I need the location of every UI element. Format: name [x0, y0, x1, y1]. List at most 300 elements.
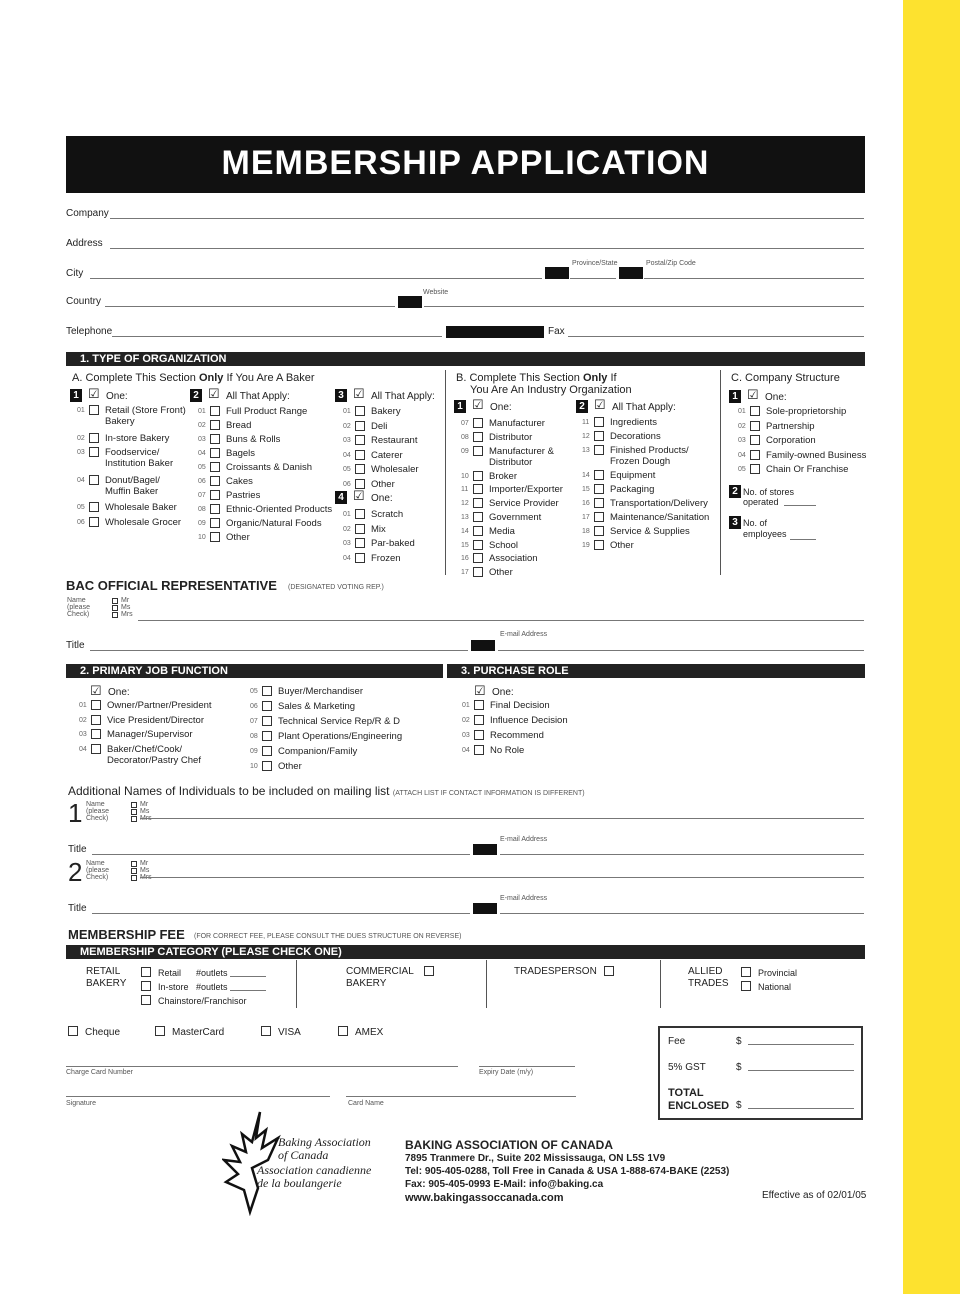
section-a-title-pre: A. Complete This Section — [72, 372, 199, 384]
sec2-item-checkbox[interactable] — [91, 700, 101, 710]
q-b2-item-number: 15 — [582, 486, 590, 493]
sec2-item-checkbox[interactable] — [262, 761, 272, 771]
country-label: Country — [66, 296, 102, 307]
q-a2-item-checkbox[interactable] — [210, 518, 220, 528]
q-c1-item-checkbox[interactable] — [750, 450, 760, 460]
bac-email-label: E-mail Address — [500, 631, 548, 638]
province-field[interactable] — [570, 269, 616, 279]
additional-1-email-label: E-mail Address — [500, 836, 548, 843]
telephone-label: Telephone — [66, 326, 113, 337]
q-a2-item-number: 10 — [198, 534, 206, 541]
q-b2-item-checkbox[interactable] — [594, 512, 604, 522]
additional-2-email-label: E-mail Address — [500, 895, 548, 902]
q-a3-marker: 3 — [335, 389, 347, 402]
q-a3-item-checkbox[interactable] — [355, 479, 365, 489]
membership-category-bar: MEMBERSHIP CATEGORY (PLEASE CHECK ONE) — [66, 945, 865, 959]
q-a3-item-checkbox[interactable] — [355, 464, 365, 474]
q-a2-item-checkbox[interactable] — [210, 448, 220, 458]
q-b2-item-number: 19 — [582, 542, 590, 549]
stores-field[interactable] — [784, 496, 816, 506]
additional-2-name-label: Name — [86, 860, 105, 867]
q-a2-item-checkbox[interactable] — [210, 476, 220, 486]
cheque-checkbox[interactable] — [68, 1026, 78, 1036]
q-a3-item-number: 01 — [343, 408, 351, 415]
q-a4-item-checkbox[interactable] — [355, 524, 365, 534]
q-b1-item-checkbox[interactable] — [473, 418, 483, 428]
additional-1-name-label: Name — [86, 801, 105, 808]
q-b1-item-checkbox[interactable] — [473, 446, 483, 456]
q-b1-item-label: Media — [489, 525, 515, 537]
fee-dollar-sign: $ — [736, 1036, 742, 1047]
visa-checkbox[interactable] — [261, 1026, 271, 1036]
q-b1-item-checkbox[interactable] — [473, 567, 483, 577]
q-a1-item-number: 05 — [77, 504, 85, 511]
q-a2-item-checkbox[interactable] — [210, 462, 220, 472]
q-c1-item-checkbox[interactable] — [750, 406, 760, 416]
retail-outlets-field[interactable] — [230, 967, 266, 977]
q-a4-item-label: Par-baked — [371, 538, 415, 549]
additional-1-mr-label: Mr — [140, 801, 149, 808]
q-a3-item-checkbox[interactable] — [355, 435, 365, 445]
q-a2-item-number: 08 — [198, 506, 206, 513]
sec3-item-number: 02 — [462, 717, 470, 724]
sec3-item-checkbox[interactable] — [474, 715, 484, 725]
city-separator — [545, 267, 569, 279]
logo-name-line3: Association canadienne — [257, 1163, 372, 1177]
q-b1-item-checkbox[interactable] — [473, 498, 483, 508]
q-b1-item-number: 12 — [461, 500, 469, 508]
bac-ms-checkbox[interactable] — [112, 605, 118, 611]
q-a2-item-label: Buns & Rolls — [226, 434, 281, 445]
q-b1-item-label-line2: Distributor — [489, 456, 533, 468]
sec3-check-icon: ☑ — [474, 683, 486, 698]
sec3-item-number: 04 — [462, 747, 470, 754]
q-a4-item-number: 01 — [343, 511, 351, 518]
q-a2-item-checkbox[interactable] — [210, 490, 220, 500]
q-a1-marker: 1 — [70, 389, 82, 402]
card-number-label: Charge Card Number — [66, 1069, 133, 1076]
q-a4-check-icon: ☑ — [353, 488, 365, 503]
chainstore-checkbox[interactable] — [141, 995, 151, 1005]
q-c1-item-number: 04 — [738, 451, 746, 459]
q-b2-item-label: Service & Supplies — [610, 526, 690, 537]
q-a4-item-checkbox[interactable] — [355, 538, 365, 548]
bac-email-field[interactable] — [498, 641, 864, 651]
section-b-title-pre: B. Complete This Section — [456, 372, 583, 384]
commercial-checkbox[interactable] — [424, 966, 434, 976]
total-label: TOTAL — [668, 1087, 704, 1099]
q-b2-item-number: 14 — [582, 472, 590, 479]
cheque-label: Cheque — [85, 1027, 121, 1038]
city-label: City — [66, 268, 84, 279]
sec2-item-label-line2: Decorator/Pastry Chef — [107, 754, 201, 766]
q-b1-item-number: 10 — [461, 472, 469, 480]
q-a1-item-label: Retail (Store Front) — [105, 405, 186, 416]
bac-title-field[interactable] — [90, 641, 468, 651]
q-b2-item-checkbox[interactable] — [594, 498, 604, 508]
retail-checkbox[interactable] — [141, 967, 151, 977]
tradesperson-category-label: TRADESPERSON — [514, 966, 597, 977]
footer-address: 7895 Tranmere Dr., Suite 202 Mississauga, ON L5S 1V9 — [405, 1153, 666, 1164]
q-a2-item-number: 01 — [198, 408, 206, 415]
q-b2-item-label: Maintenance/Sanitation — [610, 512, 710, 523]
q-a4-item-label: Mix — [371, 523, 386, 535]
sec3-item-label: Influence Decision — [490, 715, 568, 726]
additional-2-name-field[interactable] — [140, 868, 864, 878]
sec2-item-label: Vice President/Director — [107, 714, 204, 726]
card-name-line[interactable] — [346, 1096, 576, 1097]
company-label: Company — [66, 208, 109, 219]
address-label: Address — [66, 238, 103, 249]
additional-2-title-field[interactable] — [92, 904, 470, 914]
retail-category-label-line2: BAKERY — [86, 978, 127, 989]
additional-1-ms-checkbox[interactable] — [131, 809, 137, 815]
provincial-label: Provincial — [758, 968, 798, 978]
footer-website: www.bakingassoccanada.com — [405, 1192, 564, 1204]
q-b2-item-checkbox[interactable] — [594, 417, 604, 427]
q-a4-item-checkbox[interactable] — [355, 509, 365, 519]
amex-label: AMEX — [355, 1027, 384, 1038]
sec3-label: One: — [492, 687, 514, 698]
q-a1-label: One: — [106, 391, 128, 402]
expiry-label: Expiry Date (m/y) — [479, 1069, 534, 1076]
card-name-label: Card Name — [348, 1100, 384, 1107]
additional-1-title-separator — [473, 844, 497, 855]
sec2-item-checkbox[interactable] — [262, 716, 272, 726]
retail-category-label: RETAIL — [86, 966, 121, 977]
sec2-label: One: — [108, 687, 130, 698]
sec2-item-number: 01 — [79, 702, 87, 709]
sec3-item-label: Recommend — [490, 730, 544, 741]
q-a4-item-label: Scratch — [371, 509, 404, 520]
q-b2-item-checkbox[interactable] — [594, 540, 604, 550]
footer-tel: Tel: 905-405-0288, Toll Free in Canada & USA 1-888-674-BAKE (2253) — [405, 1166, 730, 1177]
logo-name-line1: Baking Association — [278, 1135, 371, 1149]
q-a1-item-number: 06 — [77, 518, 85, 526]
q-a2-item-label: Organic/Natural Foods — [226, 518, 322, 529]
q-b2-item-label: Finished Products/ — [610, 445, 689, 456]
q-b1-item-number: 07 — [461, 420, 469, 427]
sec2-item-label: Owner/Partner/President — [107, 700, 212, 711]
q-b1-item-number: 09 — [461, 447, 469, 455]
employees-field[interactable] — [790, 530, 816, 540]
telephone-field[interactable] — [112, 327, 442, 337]
q-a3-item-label: Wholesaler — [371, 464, 419, 475]
additional-1-mrs-checkbox[interactable] — [131, 816, 137, 822]
section-a-title — [72, 372, 315, 384]
q-a1-item-label-line2: Muffin Baker — [105, 485, 159, 497]
q-a2-item-checkbox[interactable] — [210, 532, 220, 542]
q-c1-item-label: Partnership — [766, 420, 815, 432]
q-a1-item-number: 02 — [77, 434, 85, 442]
q-b1-item-number: 11 — [461, 486, 469, 494]
q-a3-item-label: Bakery — [371, 406, 401, 417]
logo-name-line4: de la boulangerie — [257, 1176, 342, 1190]
total-label-line2: ENCLOSED — [668, 1100, 730, 1112]
section-b-title-only: Only — [582, 372, 608, 384]
q-a3-item-checkbox[interactable] — [355, 406, 365, 416]
sec2-item-number: 05 — [250, 688, 258, 695]
q-a1-item-checkbox[interactable] — [89, 502, 99, 512]
additional-1-please-label: (please — [86, 808, 109, 815]
bac-check-label: Check) — [67, 611, 90, 618]
q-b1-item-number: 16 — [461, 555, 469, 563]
q-b1-item-label: Manufacturer & — [489, 445, 554, 457]
sec3-item-checkbox[interactable] — [474, 745, 484, 755]
q-b2-marker: 2 — [576, 400, 588, 413]
section-c-title: C. Company Structure — [731, 372, 840, 384]
card-number-field[interactable] — [66, 1057, 458, 1067]
q-b1-marker: 1 — [454, 400, 466, 413]
q-b1-item-label: Association — [489, 553, 538, 565]
fax-field[interactable] — [568, 327, 864, 337]
sec3-item-number: 03 — [462, 732, 470, 739]
q-c3-marker: 3 — [729, 516, 741, 529]
q-a3-item-number: 02 — [343, 422, 351, 430]
q-a1-item-number: 04 — [77, 476, 85, 484]
sec2-item-checkbox[interactable] — [262, 701, 272, 711]
q-b1-item-checkbox[interactable] — [473, 512, 483, 522]
sec2-item-label: Manager/Supervisor — [107, 729, 193, 740]
q-a2-check-icon: ☑ — [208, 386, 220, 401]
address-field[interactable] — [110, 239, 864, 249]
expiry-field[interactable] — [479, 1057, 575, 1067]
sec2-item-checkbox[interactable] — [91, 729, 101, 739]
q-a2-item-checkbox[interactable] — [210, 420, 220, 430]
q-b1-item-label: Other — [489, 567, 513, 579]
sec2-item-checkbox[interactable] — [91, 715, 101, 725]
q-a2-item-number: 02 — [198, 422, 206, 429]
additional-1-title-field[interactable] — [92, 845, 470, 855]
sec2-item-number: 10 — [250, 763, 258, 770]
q-c1-item-checkbox[interactable] — [750, 421, 760, 431]
q-b2-item-label: Decorations — [610, 431, 661, 442]
q-c1-item-number: 05 — [738, 466, 746, 473]
q-a1-item-label: In-store Bakery — [105, 432, 170, 444]
q-b1-item-label: Broker — [489, 470, 517, 482]
section-a-title-post: If You Are A Baker — [223, 372, 315, 384]
sec2-item-checkbox[interactable] — [262, 731, 272, 741]
bac-name-label: Name — [67, 597, 86, 604]
q-c1-item-checkbox[interactable] — [750, 464, 760, 474]
q-a4-item-checkbox[interactable] — [355, 553, 365, 563]
additional-1-email-field[interactable] — [500, 845, 864, 855]
q-a2-item-number: 06 — [198, 478, 206, 485]
q-c1-item-number: 02 — [738, 422, 746, 430]
province-separator — [619, 267, 643, 279]
q-a1-item-label: Donut/Bagel/ — [105, 474, 160, 486]
q-a1-item-checkbox[interactable] — [89, 405, 99, 415]
q-b2-label: All That Apply: — [612, 402, 676, 413]
sec2-item-checkbox[interactable] — [262, 686, 272, 696]
bac-name-field[interactable] — [138, 611, 864, 621]
national-checkbox[interactable] — [741, 981, 751, 991]
q-a2-item-checkbox[interactable] — [210, 434, 220, 444]
province-label: Province/State — [572, 260, 618, 267]
fee-subtitle: (FOR CORRECT FEE, PLEASE CONSULT THE DUES STRUCTURE ON REVERSE) — [194, 933, 462, 940]
bac-title-separator — [471, 640, 495, 651]
additional-1-title-label: Title — [68, 844, 87, 855]
bac-title: BAC OFFICIAL REPRESENTATIVE — [66, 578, 277, 593]
q-a4-item-label: Frozen — [371, 552, 401, 564]
bac-mr-checkbox[interactable] — [112, 598, 118, 604]
section-b-title — [456, 372, 617, 384]
postal-field[interactable] — [644, 269, 864, 279]
sec3-item-checkbox[interactable] — [474, 700, 484, 710]
q-b1-item-checkbox[interactable] — [473, 484, 483, 494]
q-a2-item-label: Pastries — [226, 490, 261, 501]
q-c3-label: No. of — [743, 518, 768, 528]
section3-bar: 3. PURCHASE ROLE — [447, 664, 865, 678]
q-b2-item-checkbox[interactable] — [594, 445, 604, 455]
additional-2-mr-checkbox[interactable] — [131, 861, 137, 867]
mastercard-checkbox[interactable] — [155, 1026, 165, 1036]
additional-title-text: Additional Names of Individuals to be included on mailing list — [68, 784, 390, 798]
additional-1-mr-checkbox[interactable] — [131, 802, 137, 808]
logo-name-line2: of Canada — [278, 1148, 329, 1162]
sec2-item-checkbox[interactable] — [262, 746, 272, 756]
instore-outlets-field[interactable] — [230, 981, 266, 991]
amex-checkbox[interactable] — [338, 1026, 348, 1036]
additional-2-title-label: Title — [68, 903, 87, 914]
bac-ms-label: Ms — [121, 604, 131, 611]
sec3-item-label: No Role — [490, 745, 525, 756]
allied-category-label: ALLIED — [688, 966, 723, 977]
q-b1-item-checkbox[interactable] — [473, 526, 483, 536]
q-a4-item-number: 02 — [343, 525, 351, 533]
q-a2-item-label: Croissants & Danish — [226, 462, 313, 473]
sec2-item-label: Other — [278, 761, 302, 772]
q-a3-item-checkbox[interactable] — [355, 421, 365, 431]
q-b1-item-checkbox[interactable] — [473, 540, 483, 550]
q-b1-item-number: 17 — [461, 569, 469, 577]
q-a2-item-checkbox[interactable] — [210, 406, 220, 416]
total-amount-field[interactable] — [748, 1108, 854, 1109]
commercial-category-label-line2: BAKERY — [346, 978, 387, 989]
national-label: National — [758, 982, 792, 992]
q-a1-item-checkbox[interactable] — [89, 447, 99, 457]
sec2-item-label: Technical Service Rep/R & D — [278, 716, 400, 727]
q-c1-label: One: — [765, 392, 787, 403]
section1-bar: 1. TYPE OF ORGANIZATION — [66, 352, 865, 366]
website-field[interactable] — [424, 297, 864, 307]
q-b2-item-checkbox[interactable] — [594, 484, 604, 494]
tradesperson-checkbox[interactable] — [604, 966, 614, 976]
sec2-item-number: 06 — [250, 703, 258, 710]
q-a1-item-checkbox[interactable] — [89, 475, 99, 485]
q-a1-item-label-line2: Institution Baker — [105, 458, 174, 469]
q-a3-label: All That Apply: — [371, 391, 435, 402]
q-b1-item-label: Manufacturer — [489, 418, 545, 429]
additional-title — [68, 784, 585, 798]
q-b2-item-checkbox[interactable] — [594, 470, 604, 480]
fee-divider-2 — [486, 960, 487, 1008]
sec3-item-checkbox[interactable] — [474, 730, 484, 740]
q-a3-item-checkbox[interactable] — [355, 450, 365, 460]
country-field[interactable] — [105, 297, 395, 307]
q-b2-item-label: Other — [610, 540, 634, 551]
q-b2-item-number: 13 — [582, 447, 590, 454]
q-b1-item-checkbox[interactable] — [473, 432, 483, 442]
additional-1-name-field[interactable] — [140, 809, 864, 819]
q-b2-item-label: Equipment — [610, 470, 656, 481]
instore-checkbox[interactable] — [141, 981, 151, 991]
sec2-item-label: Baker/Chef/Cook/ — [107, 743, 182, 755]
q-c1-item-checkbox[interactable] — [750, 435, 760, 445]
fee-amount-field[interactable] — [748, 1044, 854, 1045]
q-a3-item-number: 03 — [343, 437, 351, 444]
footer-fax-email: Fax: 905-405-0993 E-Mail: info@baking.ca — [405, 1179, 604, 1190]
q-b2-item-checkbox[interactable] — [594, 431, 604, 441]
q-b2-item-label-line2: Frozen Dough — [610, 456, 671, 467]
footer-org-name: BAKING ASSOCIATION OF CANADA — [405, 1138, 613, 1152]
instore-option-label: In-store — [158, 982, 189, 992]
sec2-check-icon: ☑ — [90, 683, 102, 698]
q-b2-item-label: Ingredients — [610, 417, 658, 428]
q-a4-item-number: 04 — [343, 554, 351, 562]
q-b2-item-number: 16 — [582, 500, 590, 507]
q-c1-item-label: Sole-proprietorship — [766, 406, 847, 417]
q-b1-item-label: Government — [489, 512, 542, 523]
bac-mrs-checkbox[interactable] — [112, 612, 118, 618]
q-b1-item-checkbox[interactable] — [473, 471, 483, 481]
q-a2-label: All That Apply: — [226, 391, 290, 402]
q-a2-marker: 2 — [190, 389, 202, 402]
q-a2-item-label: Full Product Range — [226, 406, 308, 417]
additional-1-check-label: Check) — [86, 815, 109, 822]
fee-divider-3 — [660, 960, 661, 1008]
sec2-item-number: 09 — [250, 748, 258, 755]
q-b1-item-number: 15 — [461, 541, 469, 549]
retail-option-label: Retail — [158, 968, 182, 978]
bac-mrs-label: Mrs — [121, 611, 133, 618]
q-a1-item-checkbox[interactable] — [89, 517, 99, 527]
additional-2-ms-checkbox[interactable] — [131, 868, 137, 874]
provincial-checkbox[interactable] — [741, 967, 751, 977]
q-a1-item-checkbox[interactable] — [89, 433, 99, 443]
sec2-item-checkbox[interactable] — [91, 744, 101, 754]
q-b1-item-label: School — [489, 539, 519, 551]
additional-2-number: 2 — [68, 857, 83, 887]
q-a3-check-icon: ☑ — [353, 386, 365, 401]
section-b-title-post: If — [607, 372, 617, 384]
sec2-item-number: 03 — [79, 731, 87, 738]
gst-amount-field[interactable] — [748, 1070, 854, 1071]
additional-2-mrs-checkbox[interactable] — [131, 875, 137, 881]
q-b2-item-checkbox[interactable] — [594, 526, 604, 536]
q-a3-item-label: Restaurant — [371, 435, 418, 446]
yellow-side-bar — [903, 0, 960, 1294]
q-c1-item-label: Family-owned Business — [766, 449, 867, 461]
q-b1-item-checkbox[interactable] — [473, 553, 483, 563]
signature-line[interactable] — [66, 1096, 330, 1097]
q-a2-item-checkbox[interactable] — [210, 504, 220, 514]
q-b1-label: One: — [490, 402, 512, 413]
q-c1-item-number: 03 — [738, 437, 746, 444]
sec2-item-number: 08 — [250, 733, 258, 740]
q-b1-item-number: 08 — [461, 433, 469, 441]
q-a1-item-number: 01 — [77, 407, 85, 414]
additional-2-email-field[interactable] — [500, 904, 864, 914]
q-b1-item-number: 14 — [461, 527, 469, 535]
bac-mr-label: Mr — [121, 597, 130, 604]
sec2-item-label: Buyer/Merchandiser — [278, 686, 364, 697]
city-field[interactable] — [90, 269, 542, 279]
sec3-item-label: Final Decision — [490, 700, 550, 711]
chainstore-option-label: Chainstore/Franchisor — [158, 996, 247, 1006]
q-b1-item-number: 13 — [461, 514, 469, 521]
company-field[interactable] — [110, 209, 864, 219]
